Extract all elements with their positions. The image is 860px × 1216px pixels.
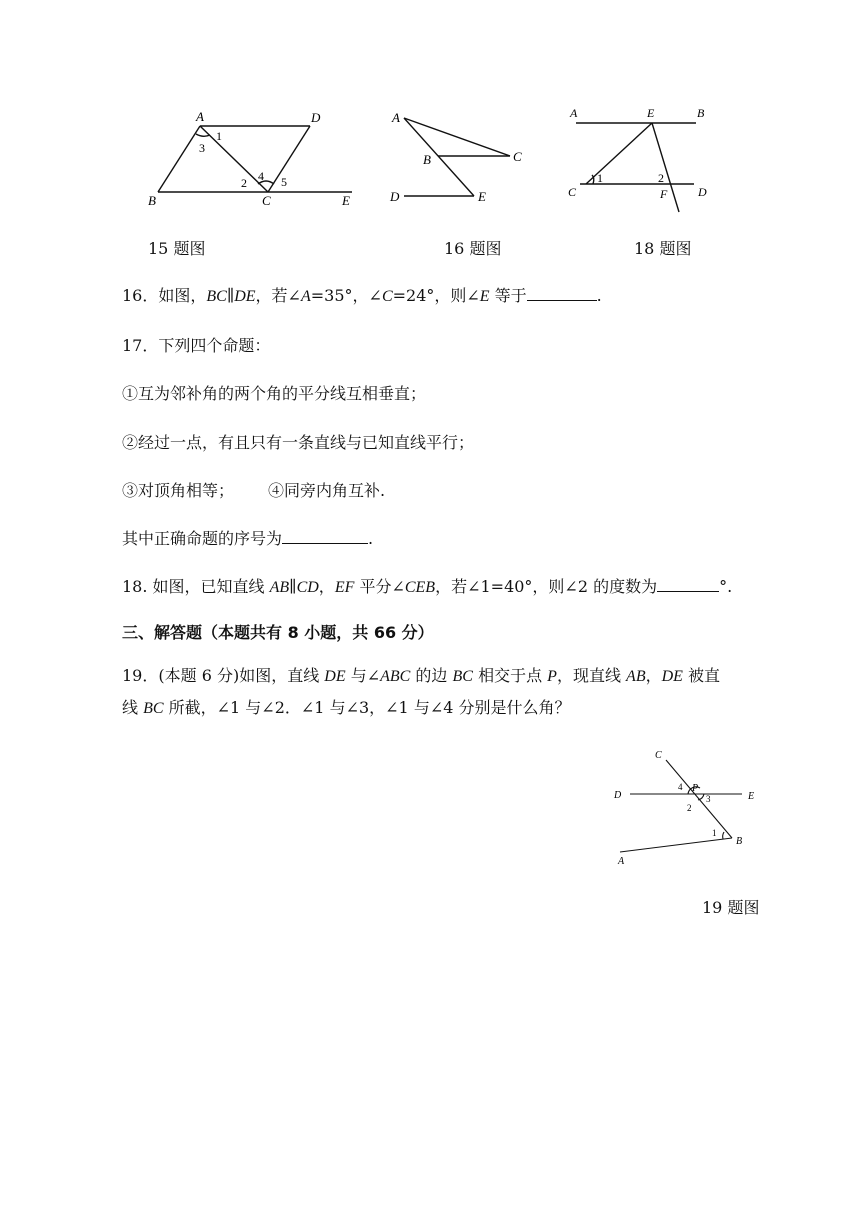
- line-CB: [666, 760, 732, 838]
- proposition-3: ③对顶角相等；: [122, 481, 235, 500]
- label-D: D: [311, 110, 321, 125]
- label-E: E: [647, 106, 655, 120]
- caption-fig19: 19 题图: [702, 898, 760, 917]
- label-B: B: [736, 836, 743, 847]
- proposition-4: ④同旁内角互补.: [268, 481, 386, 500]
- angle-label-3: 3: [199, 141, 205, 155]
- angle-label-5: 5: [281, 175, 287, 189]
- label-E: E: [478, 189, 486, 204]
- label-C: C: [262, 193, 271, 208]
- angle-label-2: 2: [658, 171, 664, 185]
- label-C: C: [513, 149, 522, 164]
- caption-fig16: 16 题图: [444, 239, 502, 258]
- angle-label-4: 4: [258, 169, 264, 183]
- line-AB: [158, 126, 200, 192]
- question-19-line-2: 线 BC 所截，∠1 与∠2．∠1 与∠3，∠1 与∠4 分别是什么角？: [122, 698, 571, 717]
- label-A: A: [618, 856, 625, 867]
- label-E: E: [748, 791, 755, 802]
- line-DC: [268, 126, 310, 192]
- question-17-intro: 17．下列四个命题：: [122, 336, 271, 355]
- angle-label-2: 2: [687, 803, 692, 813]
- figure-15: [140, 104, 370, 216]
- caption-fig15: 15 题图: [148, 239, 206, 258]
- angle-label-3: 3: [706, 794, 711, 804]
- angle-label-1: 1: [216, 129, 222, 143]
- angle-arc-1: [592, 175, 594, 184]
- angle-label-1: 1: [597, 171, 603, 185]
- propositions-3-4: [122, 479, 385, 503]
- question-16: 16．如图，BC∥DE，若∠A=35°，∠C=24°，则∠E 等于 .: [122, 286, 602, 305]
- figure-18: [562, 104, 722, 216]
- label-C: C: [655, 750, 662, 761]
- label-D: D: [698, 185, 707, 199]
- figure-19: [608, 744, 768, 868]
- label-D: D: [614, 790, 622, 801]
- question-17-answer: 其中正确命题的序号为 .: [122, 529, 374, 548]
- label-F: F: [660, 187, 668, 201]
- label-B: B: [423, 152, 431, 167]
- label-A: A: [570, 106, 578, 120]
- angle-label-1: 1: [712, 828, 717, 838]
- label-E: E: [342, 193, 350, 208]
- label-A: A: [392, 110, 400, 125]
- answer-blank-16[interactable]: [527, 284, 597, 301]
- line-AB: [620, 838, 732, 852]
- label-D: D: [390, 189, 400, 204]
- line-EC: [586, 123, 652, 184]
- proposition-1: ①互为邻补角的两个角的平分线互相垂直；: [122, 384, 427, 403]
- question-18: 18. 如图，已知直线 AB∥CD，EF 平分∠CEB，若∠1=40°，则∠2 的度数为 °.: [122, 577, 733, 596]
- label-A: A: [196, 109, 204, 124]
- proposition-2: ②经过一点，有且只有一条直线与已知直线平行；: [122, 433, 475, 452]
- label-C: C: [568, 185, 577, 199]
- question-19-line-1: 19．(本题 6 分)如图，直线 DE 与∠ABC 的边 BC 相交于点 P，现直线 AB，DE 被直: [122, 666, 721, 685]
- section-3-heading: 三、解答题（本题共有 8 小题，共 66 分）: [122, 623, 434, 642]
- angle-label-4: 4: [678, 782, 683, 792]
- angle-arc-1: [723, 832, 724, 839]
- line-AE: [404, 118, 474, 196]
- line-AC: [404, 118, 510, 156]
- figure-16: [382, 104, 532, 216]
- answer-blank-17[interactable]: [282, 527, 368, 544]
- label-P: P: [692, 783, 699, 794]
- label-B: B: [697, 106, 705, 120]
- angle-label-2: 2: [241, 176, 247, 190]
- label-B: B: [148, 193, 156, 208]
- answer-blank-18[interactable]: [657, 575, 719, 592]
- caption-fig18: 18 题图: [634, 239, 692, 258]
